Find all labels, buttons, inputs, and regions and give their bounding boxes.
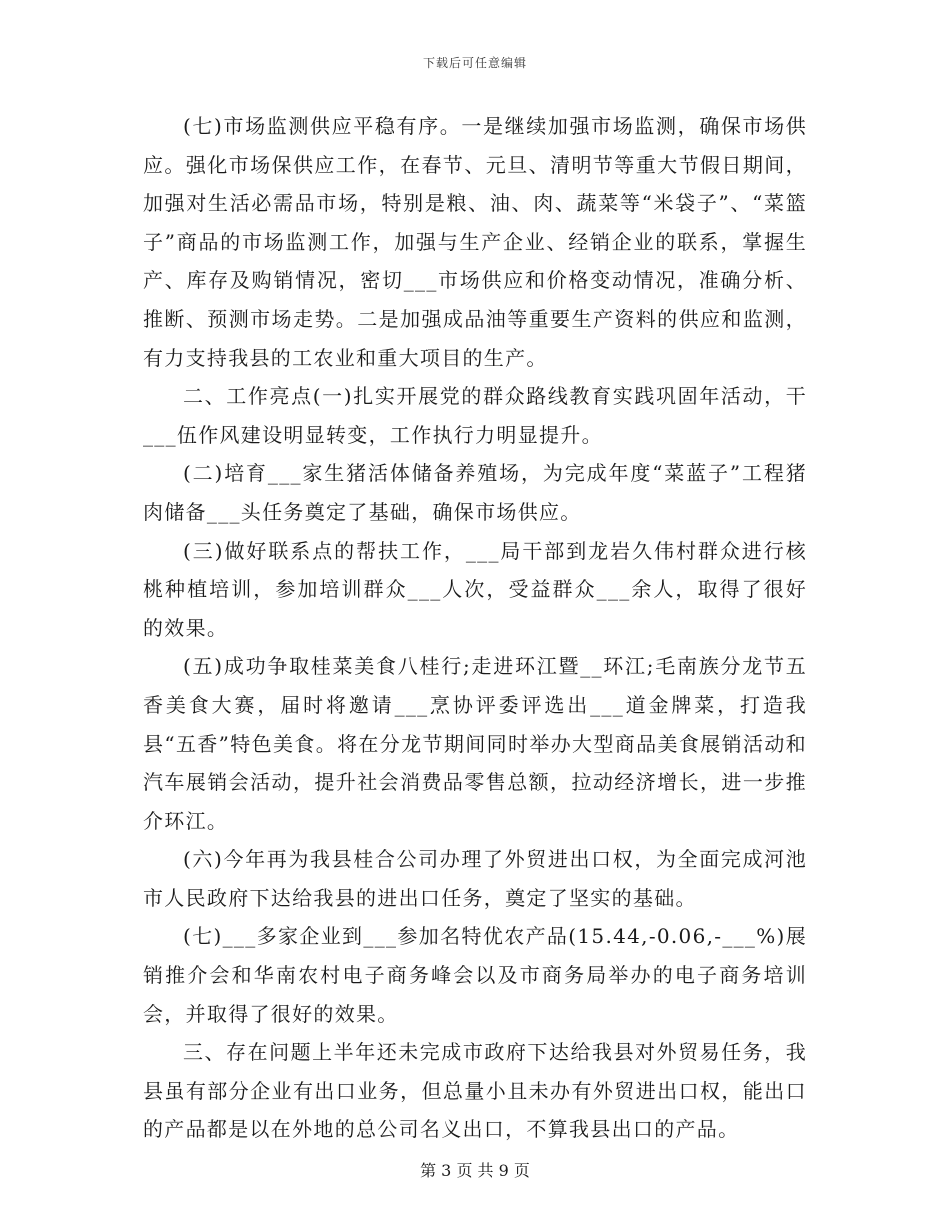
paragraph-highlights-6: (六)今年再为我县桂合公司办理了外贸进出口权，为全面完成河池市人民政府下达给我县的进出口任务，奠定了坚实的基础。 [143, 847, 807, 910]
page-number: 第 3 页 共 9 页 [420, 1161, 530, 1180]
paragraph-highlights-2: (二)培育___家生猪活体储备养殖场，为完成年度“菜蓝子”工程猪肉储备___头任务奠定了基础，确保市场供应。 [143, 461, 807, 524]
paragraph-highlights-1: 二、工作亮点(一)扎实开展党的群众路线教育实践巩固年活动，干___伍作风建设明显转变，工作执行力明显提升。 [143, 384, 807, 447]
paragraph-highlights-5: (五)成功争取桂菜美食八桂行;走进环江暨__环江;毛南族分龙节五香美食大赛，届时将邀请___烹协评委评选出___道金牌菜，打造我县“五香”特色美食。将在分龙节期间同时举办大型商品美食展销活动和汽车展销会活动，提升社会消费品零售总额，拉动经济增长，进一步推介环江。 [143, 654, 807, 833]
page-header: 下载后可任意编辑 [422, 56, 527, 70]
paragraph-highlights-3: (三)做好联系点的帮扶工作，___局干部到龙岩久伟村群众进行核桃种植培训，参加培训群众___人次，受益群众___余人，取得了很好的效果。 [143, 538, 807, 640]
paragraph-market-monitoring: (七)市场监测供应平稳有序。一是继续加强市场监测，确保市场供应。强化市场保供应工作，在春节、元旦、清明节等重大节假日期间，加强对生活必需品市场，特别是粮、油、肉、蔬菜等“米袋子”、“菜篮子”商品的市场监测工作，加强与生产企业、经销企业的联系，掌握生产、库存及购销情况，密切___市场供应和价格变动情况，准确分析、推断、预测市场走势。二是加强成品油等重要生产资料的供应和监测，有力支持我县的工农业和重大项目的生产。 [143, 114, 807, 370]
paragraph-highlights-7: (七)___多家企业到___参加名特优农产品(15.44,-0.06,-___%)展销推介会和华南农村电子商务峰会以及市商务局举办的电子商务培训会，并取得了很好的效果。 [143, 924, 807, 1026]
document-body [143, 107, 807, 1149]
paragraph-problems: 三、存在问题上半年还未完成市政府下达给我县对外贸易任务，我县虽有部分企业有出口业务，但总量小且未办有外贸进出口权，能出口的产品都是以在外地的总公司名义出口，不算我县出口的产品。 [143, 1040, 807, 1142]
